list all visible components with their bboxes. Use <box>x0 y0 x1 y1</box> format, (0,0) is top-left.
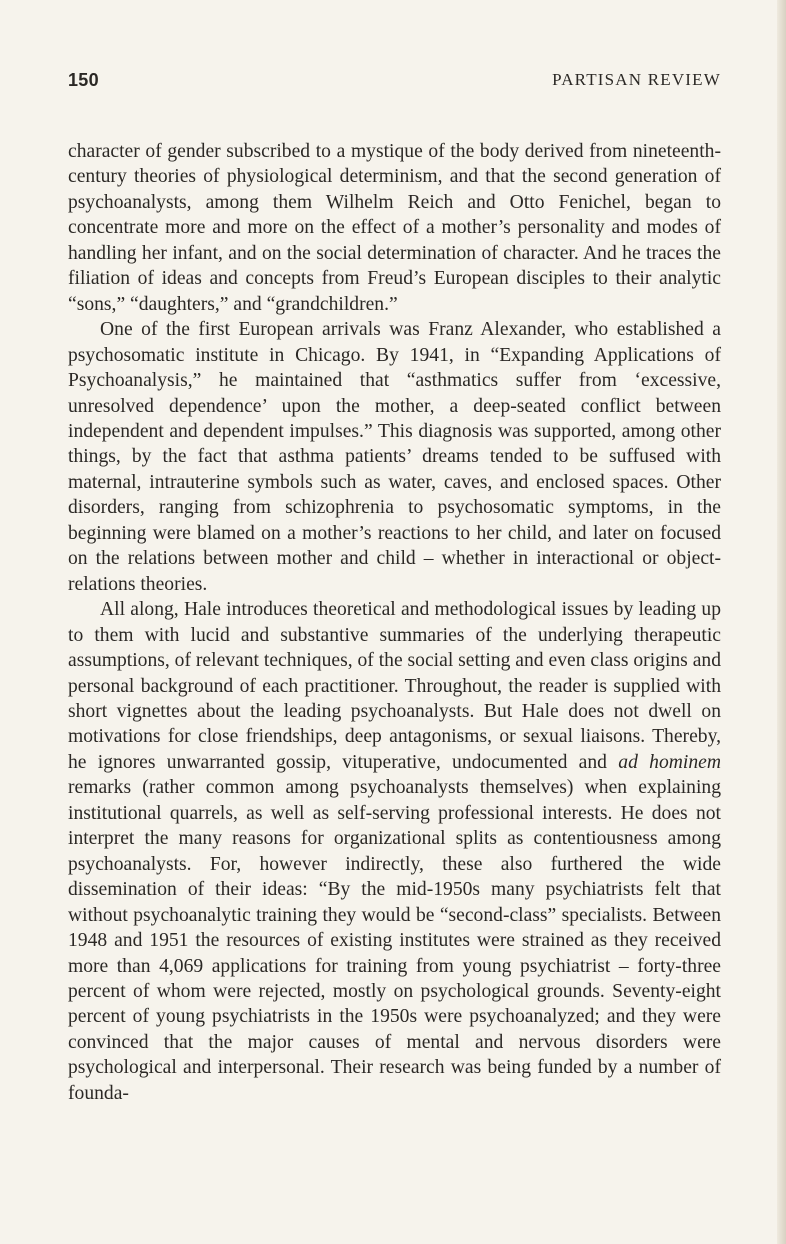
paragraph-text: All along, Hale introduces theoretical and methodological issues by leading up to them with lucid and substantive summaries of the underlying therapeutic assumptions, of relevant techniques, of the social setting and even class origins and personal background of each practitioner. Throughout, the reader is supplied with short vignettes about the leading psychoanalysts. But Hale does not dwell on motivations for close friendships, deep antagonisms, or sexual liaisons. Thereby, he ignores unwarranted gossip, vituperative, undocumented and <box>68 599 721 773</box>
paragraph-text: remarks (rather common among psychoanalysts themselves) when explaining institutional quarrels, as well as self-serving professional interests. He does not interpret the many reasons for organizational splits as contentiousness among psychoanalysts. For, however indirectly, these also furthered the wide dissemination of their ideas: “By the mid-1950s many psychiatrists felt that without psychoanalytic training they would be “second-class” specialists. Between 1948 and 1951 the resources of existing institutes were strained as they received more than 4,069 applications for training from young psychiatrist – forty-three percent of whom were rejected, mostly on psychological grounds. Seventy-eight percent of young psychiatrists in the 1950s were psychoanalyzed; and they were convinced that the major causes of mental and nervous disorders were psychological and interpersonal. Their research was being funded by a number of founda- <box>68 777 721 1104</box>
page-edge-shadow <box>777 0 786 1244</box>
page-number: 150 <box>68 70 99 90</box>
article-body <box>68 139 721 1106</box>
paragraph: character of gender subscribed to a mystique of the body derived from nineteenth-century theories of physiological determinism, and that the second generation of psychoanalysts, among them Wilhelm Reich and Otto Fenichel, began to concentrate more and more on the effect of a mother’s personality and modes of handling her infant, and on the social determination of character. And he traces the filiation of ideas and concepts from Freud’s European disciples to their analytic “sons,” “daughters,” and “grandchildren.” <box>68 141 721 315</box>
page-header <box>68 70 721 94</box>
running-head: PARTISAN REVIEW <box>552 70 721 89</box>
paragraph: One of the first European arrivals was Franz Alexander, who established a psychosomatic institute in Chicago. By 1941, in “Expanding Applications of Psychoanalysis,” he maintained that “asthmatics suffer from ‘excessive, unresolved dependence’ upon the mother, a deep-seated conflict between independent and dependent impulses.” This diagnosis was supported, among other things, by the fact that asthma patients’ dreams tended to be suffused with maternal, intrauterine symbols such as water, caves, and enclosed spaces. Other disorders, ranging from schizophrenia to psychosomatic symptoms, in the beginning were blamed on a mother’s reactions to her child, and later on focused on the relations between mother and child – whether in interactional or object-relations theories. <box>68 319 721 595</box>
italic-phrase: ad hominem <box>618 751 721 773</box>
paragraph <box>68 597 721 1106</box>
